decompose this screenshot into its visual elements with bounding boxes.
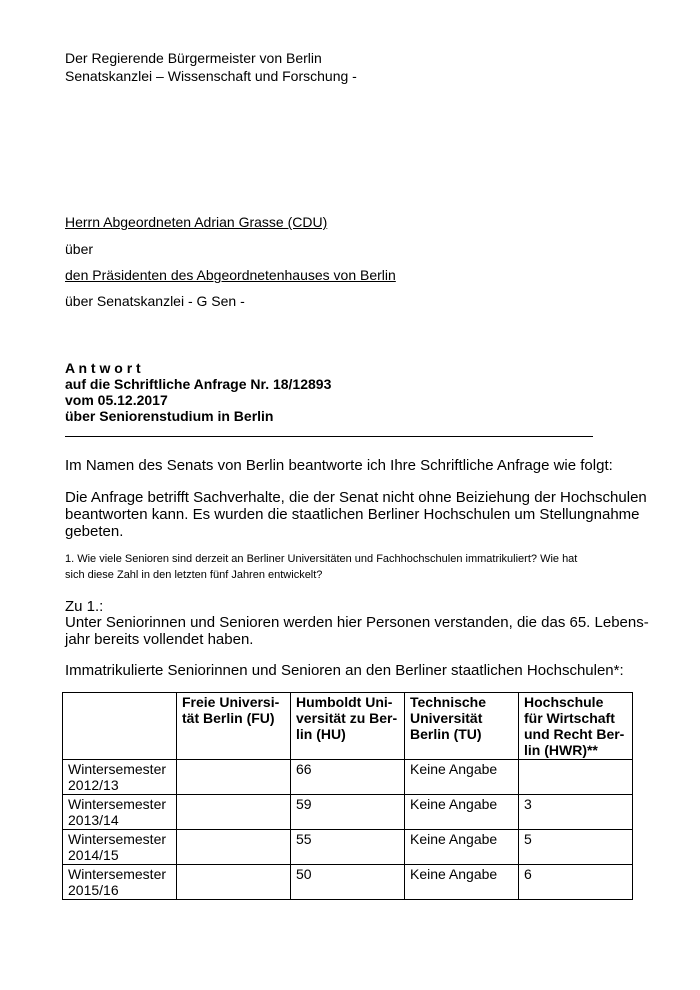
cell-hwr: 5 — [519, 830, 633, 865]
table-caption: Immatrikulierte Seniorinnen und Senioren an den Berliner staatlichen Hochschulen*: — [65, 662, 624, 679]
semester-label: Wintersemester — [68, 761, 167, 777]
table-row — [63, 795, 633, 830]
header-tu — [405, 693, 519, 760]
cell-semester — [63, 760, 177, 795]
seniors-table — [62, 692, 633, 900]
cell-fu — [177, 865, 291, 900]
cell-hu: 55 — [291, 830, 405, 865]
table-header-row — [63, 693, 633, 760]
cell-tu: Keine Angabe — [405, 830, 519, 865]
cell-tu: Keine Angabe — [405, 865, 519, 900]
inquiry-number: auf die Schriftliche Anfrage Nr. 18/12893 — [65, 376, 332, 392]
header-hwr-line-2: für Wirtschaft — [524, 710, 615, 726]
table-row — [63, 760, 633, 795]
cell-hwr: 6 — [519, 865, 633, 900]
header-tu-line-2: Universität — [410, 710, 483, 726]
header-tu-line-3: Berlin (TU) — [410, 726, 482, 742]
answer-heading: A n t w o r t — [65, 360, 141, 376]
semester-year: 2014/15 — [68, 847, 119, 863]
paragraph-1-line-3: gebeten. — [65, 523, 124, 540]
cell-hwr — [519, 760, 633, 795]
cell-hu: 66 — [291, 760, 405, 795]
header-semester — [63, 693, 177, 760]
question-line-2: sich diese Zahl in den letzten fünf Jahren entwickelt? — [65, 569, 323, 581]
header-tu-line-1: Technische — [410, 694, 486, 710]
header-hwr-line-1: Hochschule — [524, 694, 604, 710]
cell-fu — [177, 795, 291, 830]
cell-tu: Keine Angabe — [405, 760, 519, 795]
semester-year: 2013/14 — [68, 812, 119, 828]
semester-year: 2015/16 — [68, 882, 119, 898]
header-fu-line-1: Freie Universi- — [182, 694, 280, 710]
recipient-line-3: den Präsidenten des Abgeordnetenhauses von Berlin — [65, 267, 396, 283]
intro-text: Im Namen des Senats von Berlin beantworte ich Ihre Schriftliche Anfrage wie folgt: — [65, 457, 613, 474]
semester-label: Wintersemester — [68, 796, 167, 812]
question-line-1: 1. Wie viele Senioren sind derzeit an Berliner Universitäten und Fachhochschulen immatrikuliert? Wie hat — [65, 553, 578, 565]
cell-hu: 59 — [291, 795, 405, 830]
header-hwr-line-4: lin (HWR)** — [524, 742, 598, 758]
heading-divider — [65, 436, 593, 437]
header-hu-line-1: Humboldt Uni- — [296, 694, 393, 710]
header-hu — [291, 693, 405, 760]
semester-label: Wintersemester — [68, 831, 167, 847]
cell-semester — [63, 795, 177, 830]
header-fu-line-2: tät Berlin (FU) — [182, 710, 275, 726]
header-hwr-line-3: und Recht Ber- — [524, 726, 625, 742]
header-fu — [177, 693, 291, 760]
answer-label: Zu 1.: — [65, 598, 104, 615]
sender-line-2: Senatskanzlei – Wissenschaft und Forschung - — [65, 68, 357, 84]
recipient-line-1: Herrn Abgeordneten Adrian Grasse (CDU) — [65, 214, 328, 230]
cell-tu: Keine Angabe — [405, 795, 519, 830]
inquiry-subject: über Seniorenstudium in Berlin — [65, 408, 274, 424]
cell-fu — [177, 760, 291, 795]
paragraph-1-line-2: beantworten kann. Es wurden die staatlichen Berliner Hochschulen um Stellungnahme — [65, 506, 640, 523]
header-hu-line-2: versität zu Ber- — [296, 710, 398, 726]
table-row — [63, 830, 633, 865]
cell-hwr: 3 — [519, 795, 633, 830]
header-hwr — [519, 693, 633, 760]
sender-line-1: Der Regierende Bürgermeister von Berlin — [65, 50, 322, 66]
cell-semester — [63, 830, 177, 865]
cell-fu — [177, 830, 291, 865]
recipient-line-4: über Senatskanzlei - G Sen - — [65, 293, 245, 309]
semester-label: Wintersemester — [68, 866, 167, 882]
answer-line-2: jahr bereits vollendet haben. — [65, 631, 254, 648]
cell-semester — [63, 865, 177, 900]
semester-year: 2012/13 — [68, 777, 119, 793]
header-hu-line-3: lin (HU) — [296, 726, 346, 742]
table-row — [63, 865, 633, 900]
answer-line-1: Unter Seniorinnen und Senioren werden hier Personen verstanden, die das 65. Lebens- — [65, 614, 649, 631]
paragraph-1-line-1: Die Anfrage betrifft Sachverhalte, die der Senat nicht ohne Beiziehung der Hochschulen — [65, 489, 647, 506]
recipient-line-2: über — [65, 241, 94, 257]
cell-hu: 50 — [291, 865, 405, 900]
inquiry-date: vom 05.12.2017 — [65, 392, 168, 408]
